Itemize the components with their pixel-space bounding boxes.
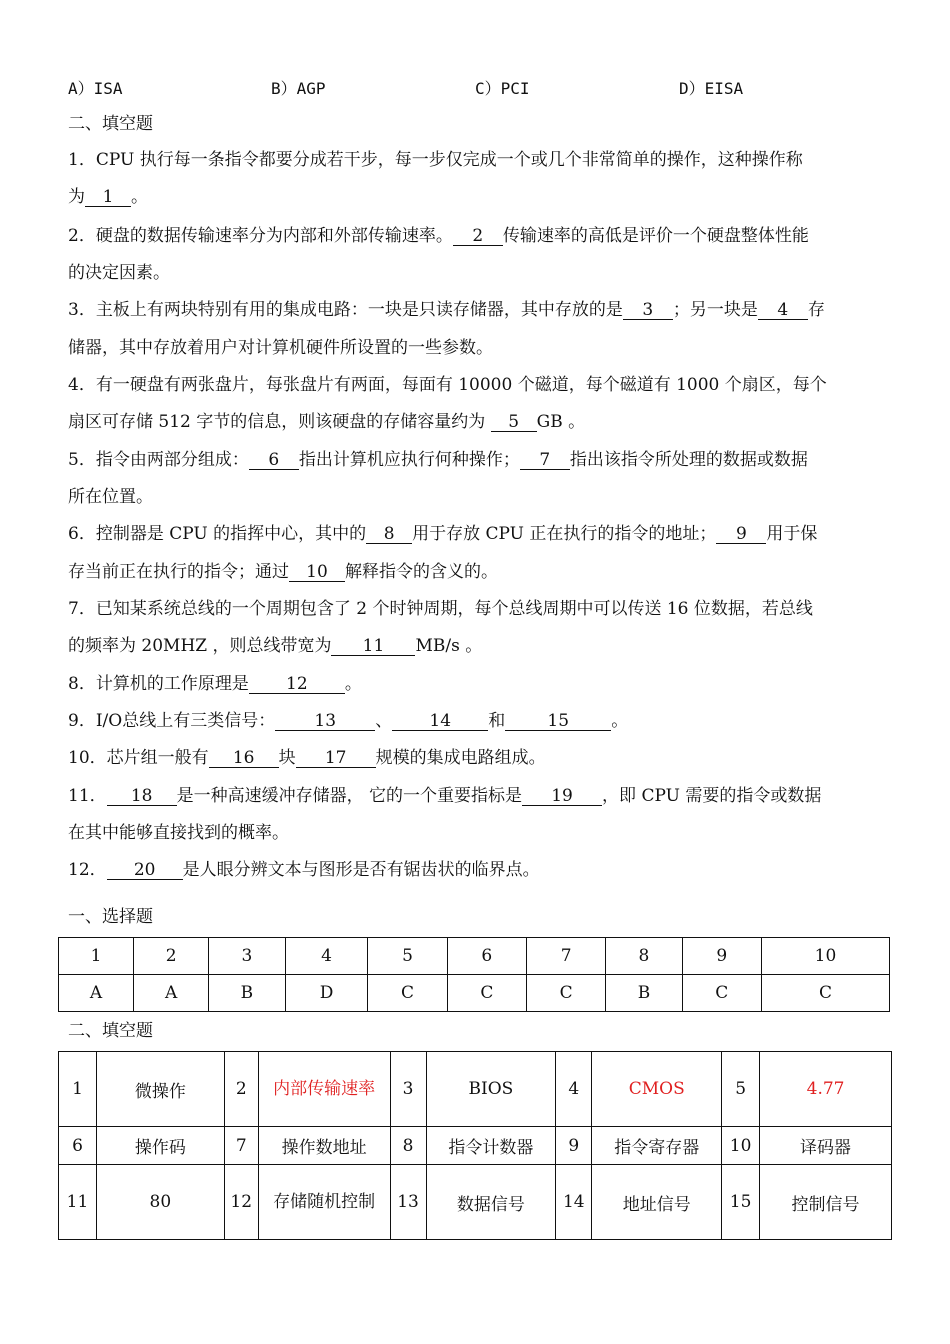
table-cell: 13 [390,1165,426,1240]
table-cell: A [59,975,134,1012]
question-9: 9．I/O总线上有三类信号： 13 、 14 和 15 。 [68,711,629,731]
blank-8: 8 [366,525,412,544]
question-3-line-2: 储器，其中存放着用户对计算机硬件所设置的一些参数。 [68,338,493,358]
option-c: C）PCI [475,79,530,98]
question-2-line-2: 的决定因素。 [68,263,170,283]
blank-11: 11 [331,637,415,656]
question-10: 10．芯片组一般有 16 块 17 规模的集成电路组成。 [68,748,546,768]
table-cell: 7 [526,938,605,975]
blank-18: 18 [107,787,177,806]
table-cell: 6 [447,938,526,975]
table-row [59,938,890,975]
question-6-line-1: 6．控制器是 CPU 的指挥中心，其中的 8 用于存放 CPU 正在执行的指令的地址； 9 用于保 [68,524,818,544]
blank-4: 4 [758,301,808,320]
blank-13: 13 [275,712,375,731]
table-cell: 12 [224,1165,258,1240]
table-cell: 3 [209,938,285,975]
answers-choice-title: 一、选择题 [68,907,153,927]
table-cell: 数据信号 [426,1165,556,1240]
blank-14: 14 [392,712,488,731]
table-cell: 1 [59,938,134,975]
blank-3: 3 [623,301,673,320]
option-d: D）EISA [679,79,744,98]
table-cell: 8 [606,938,682,975]
table-cell: CMOS [592,1052,722,1127]
blank-16: 16 [209,749,279,768]
table-row [59,1127,892,1165]
question-1-line-2: 为 1 。 [68,187,148,207]
table-cell: 内部传输速率 [258,1052,390,1127]
table-cell: C [761,975,889,1012]
table-cell: 9 [556,1127,592,1165]
table-cell: 5 [722,1052,760,1127]
table-cell: 10 [722,1127,760,1165]
blank-12: 12 [249,675,345,694]
question-1-line-1: 1．CPU 执行每一条指令都要分成若干步，每一步仅完成一个或几个非常简单的操作，这种操作称 [68,150,803,170]
table-cell: 指令计数器 [426,1127,556,1165]
table-cell: 10 [761,938,889,975]
question-2-line-1: 2．硬盘的数据传输速率分为内部和外部传输速率。 2 传输速率的高低是评价一个硬盘整体性能 [68,226,809,246]
question-3-line-1: 3．主板上有两块特别有用的集成电路：一块是只读存储器，其中存放的是 3 ；另一块是 4 存 [68,300,825,320]
answers-fill-table [58,1051,892,1240]
question-4-line-1: 4．有一硬盘有两张盘片，每张盘片有两面，每面有 10000 个磁道，每个磁道有 1000 个扇区，每个 [68,375,827,395]
blank-1: 1 [85,188,131,207]
table-cell: B [209,975,285,1012]
blank-15: 15 [505,712,611,731]
table-cell: 3 [390,1052,426,1127]
question-6-line-2: 存当前正在执行的指令；通过 10 解释指令的含义的。 [68,562,498,582]
option-a: A）ISA [68,79,123,98]
question-11-line-1: 11． 18 是一种高速缓冲存储器， 它的一个重要指标是 19 ，即 CPU 需要的指令或数据 [68,786,822,806]
blank-2: 2 [453,227,503,246]
table-cell: 14 [556,1165,592,1240]
table-cell: 译码器 [760,1127,892,1165]
question-5-line-2: 所在位置。 [68,487,153,507]
table-cell: 2 [134,938,209,975]
blank-19: 19 [522,787,602,806]
table-cell: B [606,975,682,1012]
answers-fill-title: 二、填空题 [68,1021,153,1041]
question-11-line-2: 在其中能够直接找到的概率。 [68,823,289,843]
table-cell: 5 [368,938,447,975]
blank-10: 10 [289,563,345,582]
table-cell: 操作码 [96,1127,224,1165]
table-cell: A [134,975,209,1012]
table-row [59,1165,892,1240]
table-cell: BIOS [426,1052,556,1127]
table-cell: 控制信号 [760,1165,892,1240]
table-cell: C [526,975,605,1012]
table-cell: 9 [682,938,761,975]
table-cell: 11 [59,1165,97,1240]
question-8: 8．计算机的工作原理是 12 。 [68,674,362,694]
table-cell: 指令寄存器 [592,1127,722,1165]
question-7-line-1: 7．已知某系统总线的一个周期包含了 2 个时钟周期，每个总线周期中可以传送 16 位数据，若总线 [68,599,813,619]
blank-20: 20 [107,861,183,880]
blank-5: 5 [491,413,537,432]
section-title-fill: 二、填空题 [68,114,153,134]
question-12: 12． 20 是人眼分辨文本与图形是否有锯齿状的临界点。 [68,860,540,880]
table-cell: 15 [722,1165,760,1240]
table-cell: 6 [59,1127,97,1165]
blank-9: 9 [716,525,766,544]
table-cell: C [368,975,447,1012]
table-cell: 存储随机控制 [258,1165,390,1240]
question-7-line-2: 的频率为 20MHZ ，则总线带宽为 11 MB/s 。 [68,636,483,656]
question-5-line-1: 5．指令由两部分组成： 6 指出计算机应执行何种操作； 7 指出该指令所处理的数据或数据 [68,450,808,470]
table-cell: 7 [224,1127,258,1165]
table-cell: 操作数地址 [258,1127,390,1165]
table-cell: C [682,975,761,1012]
table-cell: 1 [59,1052,97,1127]
table-cell: 2 [224,1052,258,1127]
blank-7: 7 [520,451,570,470]
table-row [59,1052,892,1127]
table-cell: 8 [390,1127,426,1165]
table-row [59,975,890,1012]
blank-6: 6 [249,451,299,470]
table-cell: 地址信号 [592,1165,722,1240]
blank-17: 17 [296,749,376,768]
answers-choice-table [58,937,890,1012]
table-cell: 4 [285,938,368,975]
table-cell: 4 [556,1052,592,1127]
table-cell: 微操作 [96,1052,224,1127]
table-cell: C [447,975,526,1012]
table-cell: 4.77 [760,1052,892,1127]
table-cell: 80 [96,1165,224,1240]
question-4-line-2: 扇区可存储 512 字节的信息，则该硬盘的存储容量约为 5 GB 。 [68,412,586,432]
option-b: B）AGP [271,79,326,98]
table-cell: D [285,975,368,1012]
